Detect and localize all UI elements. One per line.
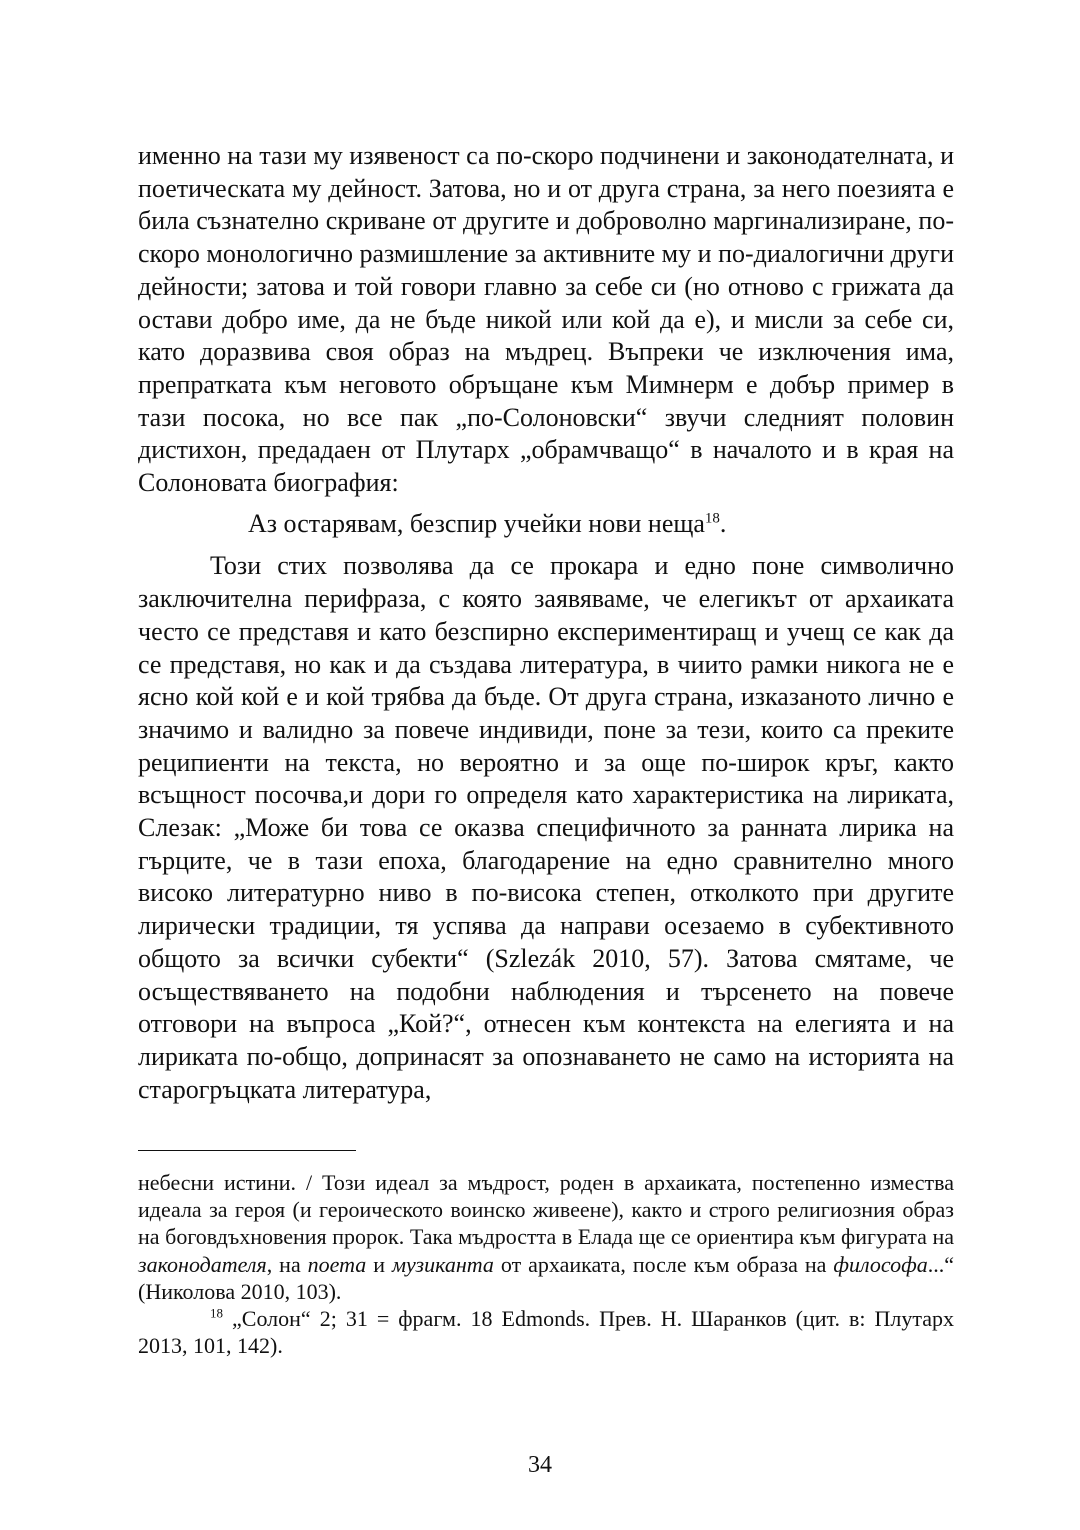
footnote-emphasis: философа — [833, 1251, 928, 1277]
footnote-text: ...“ (Николова 2010, 103). — [138, 1251, 954, 1304]
footnote-text: , на — [266, 1251, 308, 1277]
footnote-18-number: 18 — [210, 1305, 223, 1321]
paragraph-1: именно на тази му изявеност са по-скоро подчинени и законодателната, и поетическата му дейност. Затова, но и от друга страна, за него поезията е била съзнателно скриване от другите и доброволно маргинализиране, по-скоро монологично размишление за активните му и по-диалогични други дейности; затова и той говори главно за себе си (но отново с грижата да остави добро име, да не бъде никой или кой да е), и мисли за себе си, като доразвива своя образ на мъдрец. Въпреки че изключения има, препратката към неговото обръщане към Мимнерм е добър пример в тази посока, но все пак „по-Солоновски“ звучи следният половин дистихон, предадаен от Плутарх „обрамчващо“ в началото и в края на Солоновата биография: — [138, 141, 954, 498]
footnote-18-text: „Солон“ 2; 31 = фрагм. 18 Edmonds. Прев. Н. Шаранков (цит. в: Плутарх 2013, 101, 142). — [138, 1306, 954, 1359]
verse-quote — [138, 508, 954, 541]
footnote-text: и — [366, 1251, 392, 1277]
footnote-reference-18: 18 — [704, 510, 720, 527]
footnote-continued — [138, 1169, 954, 1305]
footnotes-section — [138, 1169, 954, 1359]
verse-quote-end: . — [719, 508, 727, 538]
paragraph-2: Този стих позволява да се прокара и едно поне символично заключителна перифраза, с която заявяваме, че елегикът от архаиката често се представя и като безспирно експериментиращ и учещ се как да се представя, но как и да създава литература, в чиито рамки никога не е ясно кой кой е и кой трябва да бъде. От друга страна, изказаното лично е значимо и валидно за повече индивиди, поне за тези, които са преките реципиенти на текста, но вероятно и за още по-широк кръг, както всъщност посочва,и дори го определя като характеристика на лириката, Слезак: „Може би това се оказва специфичното за ранната лирика на гърците, че в тази епоха, благодарение на едно сравнително много високо литературно ниво в по-висока степен, отколкото при другите лирически традиции, тя успява да направи осезаемо в субективното общото за всички субекти“ (Szlezák 2010, 57). Затова смятаме, че осъществяването на подобни наблюдения и търсенето на повече отговори на въпроса „Кой?“, отнесен към контекста на елегията и на лириката по-общо, допринасят за опознаването не само на историята на старогръцката литература, — [138, 551, 954, 1104]
page-number: 34 — [528, 1452, 552, 1478]
verse-quote-text: Аз остарявам, безспир учейки нови неща — [248, 508, 705, 538]
footnote-emphasis: законодателя — [138, 1251, 267, 1277]
footnote-18 — [138, 1305, 954, 1359]
footnote-text: небесни истини. / Този идеал за мъдрост, роден в архаиката, постепенно измества идеала за героя (и героическото воинско живеене), както и строго религиозния образ на боговдъхновения пророк. Така мъдростта в Елада ще се ориентира към фигурата на — [138, 1170, 954, 1250]
footnote-text: от архаиката, после към образа на — [493, 1251, 834, 1277]
main-text — [138, 140, 954, 1106]
footnote-emphasis: поета — [307, 1251, 367, 1277]
footnote-separator — [138, 1150, 356, 1151]
footnote-emphasis: музиканта — [392, 1251, 494, 1277]
